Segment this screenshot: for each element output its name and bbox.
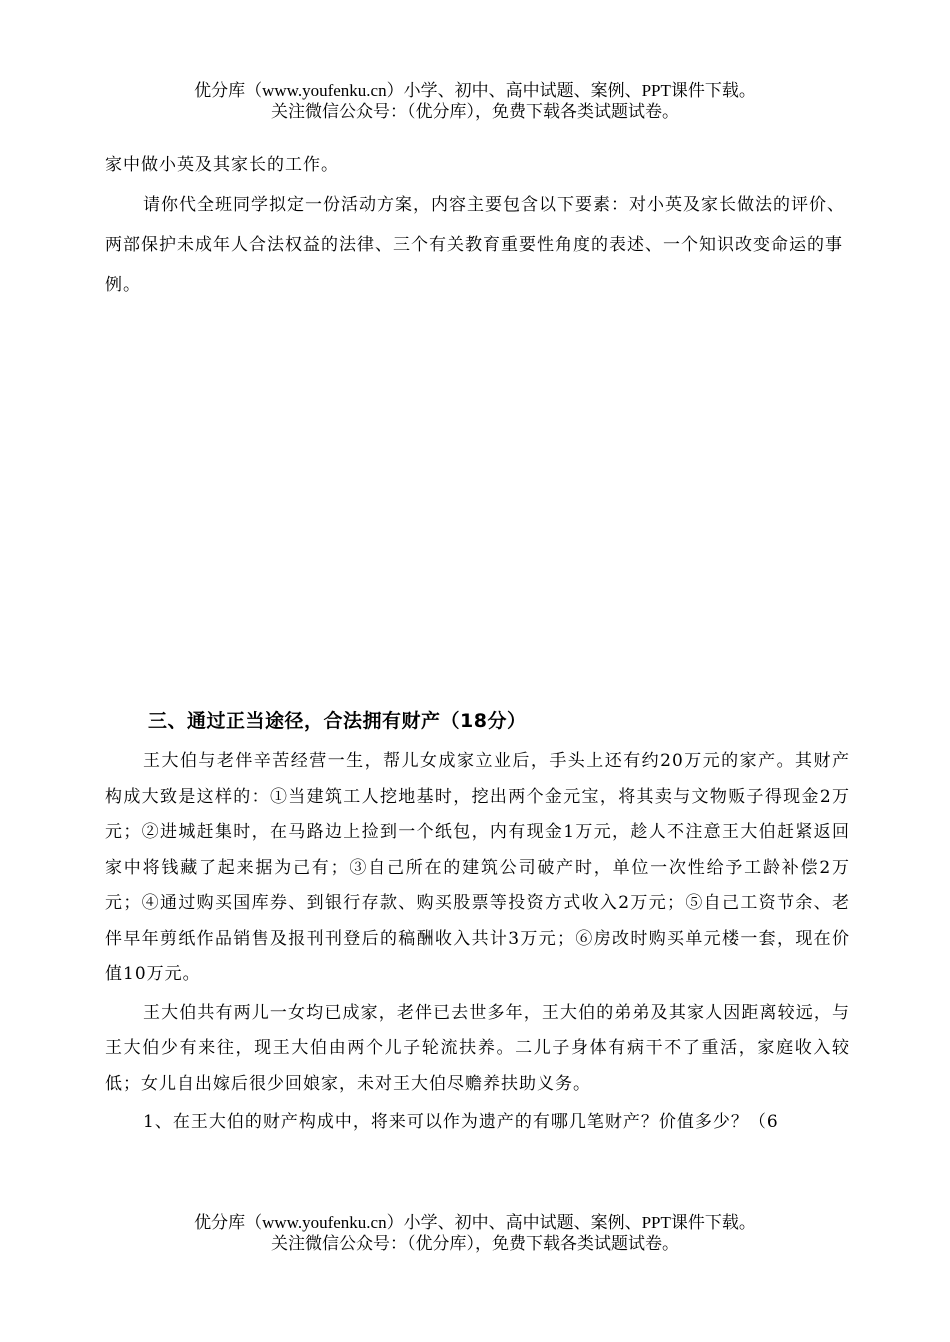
property-paragraph: 王大伯与老伴辛苦经营一生，帮儿女成家立业后，手头上还有约20万元的家产。其财产构成大致是这样的：①当建筑工人挖地基时，挖出两个金元宝，将其卖与文物贩子得现金2万元；②进城赶集时，在马路边上捡到一个纸包，内有现金1万元，趁人不注意王大伯赶紧返回家中将钱藏了起来据为己有；③自己所在的建筑公司破产时，单位一次性给予工龄补偿2万元；④通过购买国库券、到银行存款、购买股票等投资方式收入2万元；⑤自己工资节余、老伴早年剪纸作品销售及报刊刊登后的稿酬收入共计3万元；⑥房改时购买单元楼一套，现在价值10万元。 [105, 751, 850, 984]
footer-line-2: 关注微信公众号：（优分库），免费下载各类试题试卷。 [271, 1234, 679, 1253]
page-footer [0, 1212, 950, 1254]
task-paragraph: 请你代全班同学拟定一份活动方案，内容主要包含以下要素：对小英及家长做法的评价、两部保护未成年人合法权益的法律、三个有关教育重要性角度的表述、一个知识改变命运的事例。 [105, 195, 845, 295]
page-header [0, 80, 950, 122]
header-line-1: 优分库（www.youfenku.cn）小学、初中、高中试题、案例、PPT课件下载。 [194, 81, 756, 100]
top-text-block [105, 145, 850, 305]
continuation-text: 家中做小英及其家长的工作。 [105, 155, 339, 175]
footer-line-1: 优分库（www.youfenku.cn）小学、初中、高中试题、案例、PPT课件下载。 [194, 1213, 756, 1232]
question-1: 1、在王大伯的财产构成中，将来可以作为遗产的有哪几笔财产？价值多少？（6 [143, 1112, 779, 1132]
family-paragraph: 王大伯共有两儿一女均已成家，老伴已去世多年，王大伯的弟弟及其家人因距离较远，与王大伯少有来往，现王大伯由两个儿子轮流扶养。二儿子身体有病干不了重活，家庭收入较低；女儿自出嫁后很少回娘家，未对王大伯尽赡养扶助义务。 [105, 1002, 850, 1094]
section-three-title: 三、通过正当途径，合法拥有财产（18分） [148, 710, 527, 732]
header-line-2: 关注微信公众号：（优分库），免费下载各类试题试卷。 [271, 102, 679, 121]
section-three-body [105, 744, 850, 1144]
